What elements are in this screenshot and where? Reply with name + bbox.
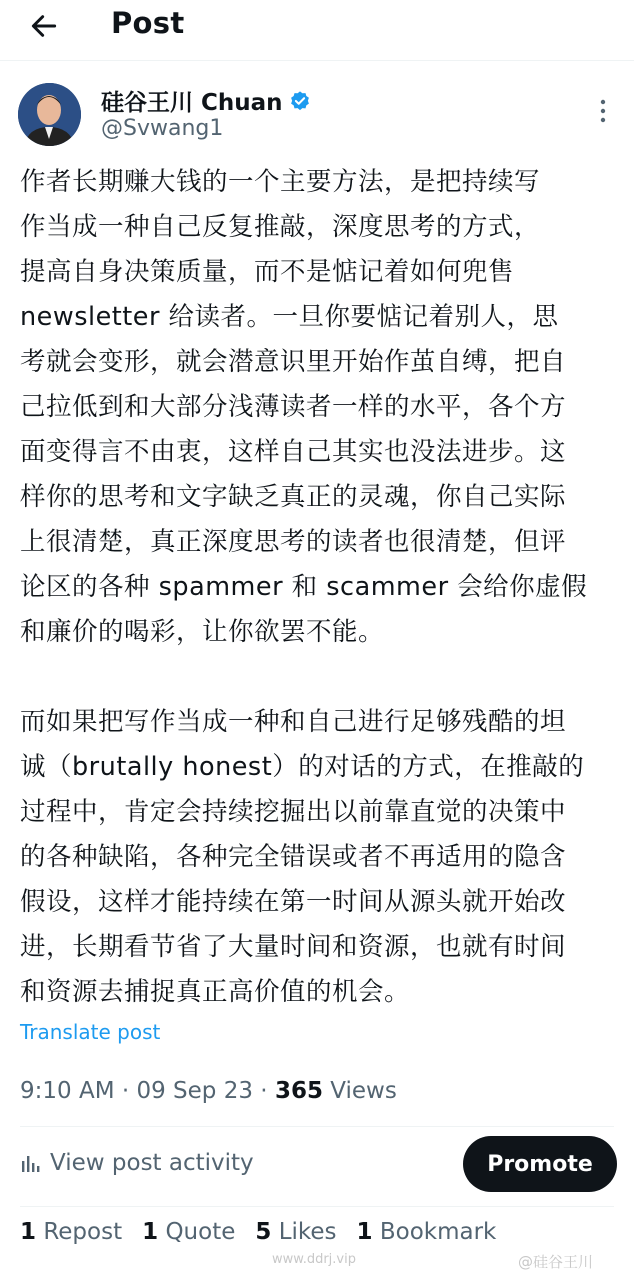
likes-label: Likes <box>278 1219 337 1245</box>
post-paragraph: 而如果把写作当成一种和自己进行足够残酷的坦 诚（brutally honest）的对话的方式，在推敲的 过程中，肯定会持续挖掘出以前靠直觉的决策中 的各种缺陷，各种完全错误或者不再适用的隐含 假设，这样才能持续在第一时间从源头就开始改 进，长期看节省了大量时间和资源，也就有时间 和资源去捕捉真正高价值的机会。 <box>20 707 585 1007</box>
quotes-stat[interactable] <box>142 1219 235 1245</box>
quotes-label: Quote <box>165 1219 236 1245</box>
likes-stat[interactable] <box>255 1219 336 1245</box>
translate-post-link[interactable]: Translate post <box>20 1020 161 1044</box>
reposts-count: 1 <box>20 1219 37 1245</box>
divider <box>20 1206 614 1207</box>
avatar[interactable] <box>18 83 81 146</box>
bookmarks-stat[interactable] <box>357 1219 497 1245</box>
post-time[interactable]: 9:10 AM <box>20 1078 115 1104</box>
post-metadata <box>20 1078 397 1104</box>
analytics-bars-icon <box>20 1152 42 1174</box>
site-watermark: www.ddrj.vip <box>272 1252 356 1267</box>
meta-separator: · <box>114 1078 137 1104</box>
verified-badge-icon <box>289 90 311 112</box>
weibo-watermark: @硅谷王川 <box>518 1253 594 1271</box>
more-options-icon[interactable] <box>598 97 608 125</box>
engagement-stats <box>20 1219 516 1245</box>
reposts-label: Repost <box>43 1219 123 1245</box>
bookmarks-count: 1 <box>356 1219 373 1245</box>
post-date[interactable]: 09 Sep 23 <box>136 1078 253 1104</box>
author-name-row <box>101 84 311 117</box>
author-display-name[interactable]: 硅谷王川 Chuan <box>101 90 283 116</box>
quotes-count: 1 <box>142 1219 159 1245</box>
post-text <box>20 160 620 1015</box>
avatar-photo-icon <box>18 83 81 146</box>
top-bar <box>0 0 634 61</box>
likes-count: 5 <box>255 1219 272 1245</box>
post-paragraph: 作者长期赚大钱的一个主要方法，是把持续写 作当成一种自己反复推敲，深度思考的方式， 提高自身决策质量，而不是惦记着如何兜售 newsletter 给读者。一旦你要惦记着别人，思 考就会变形，就会潜意识里开始作茧自缚，把自 己拉低到和大部分浅薄读者一样的水平，各个方 面变得言不由衷，这样自己其实也没法进步。这 样你的思考和文字缺乏真正的灵魂，你自己实际 上很清楚，真正深度思考的读者也很清楚，但评 论区的各种 spammer 和 scammer 会给你虚假 和廉价的喝彩，让你欲罢不能。 <box>20 167 588 647</box>
divider <box>20 1126 614 1127</box>
author-handle[interactable]: @Svwang1 <box>101 116 224 141</box>
reposts-stat[interactable] <box>20 1219 122 1245</box>
views-count: 365 <box>274 1078 323 1104</box>
page-title: Post <box>111 6 185 40</box>
back-arrow-icon[interactable] <box>28 10 60 42</box>
meta-separator: · <box>253 1078 275 1104</box>
bookmarks-label: Bookmark <box>379 1219 497 1245</box>
views-label: Views <box>330 1078 397 1104</box>
view-post-activity-link[interactable] <box>20 1150 254 1176</box>
promote-button[interactable]: Promote <box>463 1136 617 1192</box>
view-post-activity-label: View post activity <box>50 1150 254 1176</box>
